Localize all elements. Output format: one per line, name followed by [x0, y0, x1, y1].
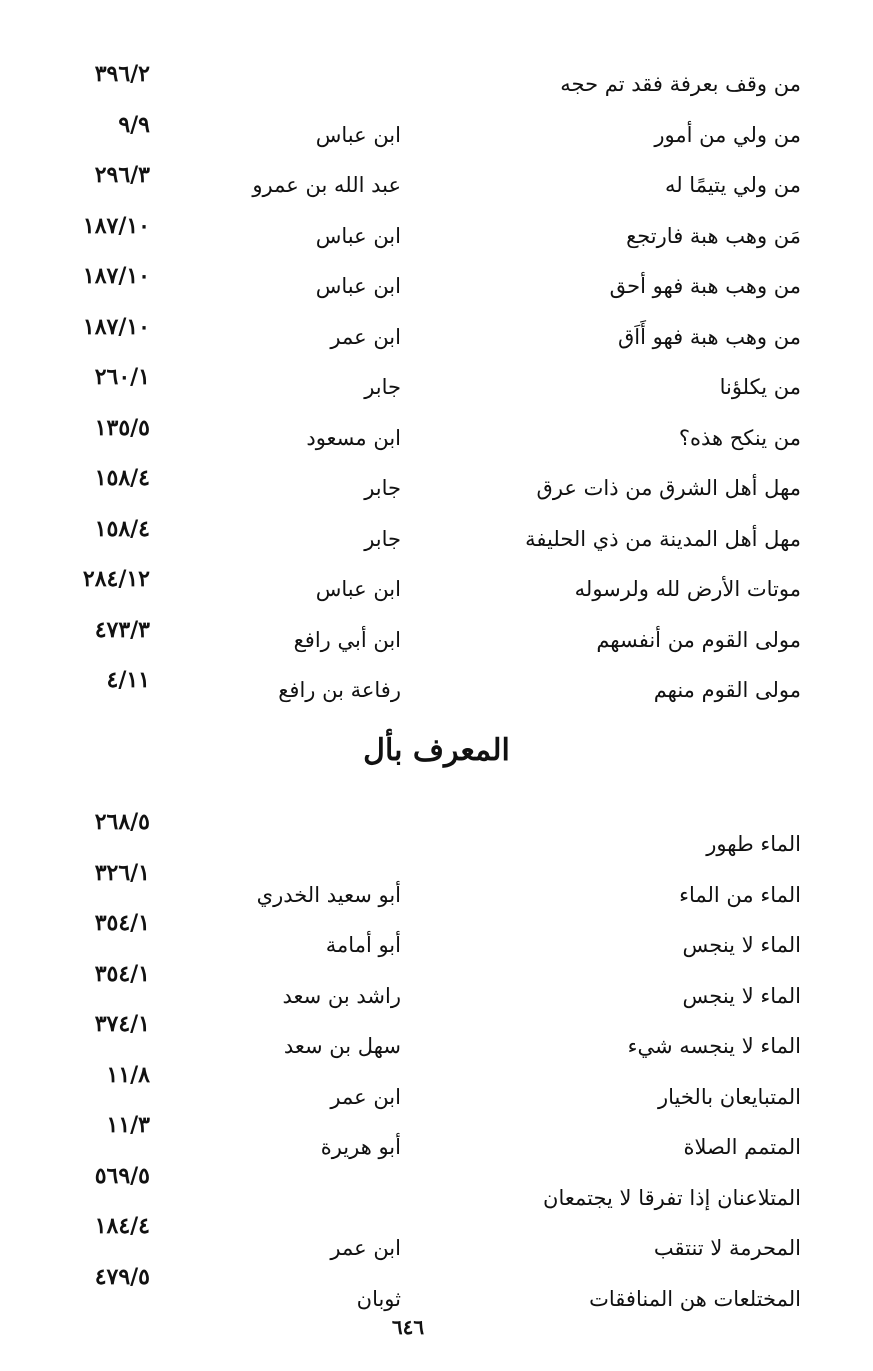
narrator-name: ابن عباس — [315, 274, 401, 298]
volume-page-ref: ١٥٨/٤ — [94, 515, 150, 542]
section-heading: المعرف بأل — [363, 733, 510, 768]
narrator-name: ابن عباس — [315, 223, 401, 248]
index-row — [0, 566, 873, 609]
hadith-text: المتمم الصلاة — [683, 1135, 801, 1159]
hadith-text: الماء من الماء — [679, 882, 801, 907]
index-row — [0, 616, 873, 660]
index-row — [0, 162, 873, 205]
narrator-name: جابر — [364, 375, 401, 399]
index-row — [0, 414, 873, 458]
hadith-text: المتبايعان بالخيار — [658, 1084, 801, 1109]
hadith-text: المختلعات هن المنافقات — [589, 1286, 801, 1311]
volume-page-ref: ٢٦٨/٥ — [94, 809, 150, 835]
hadith-text: المتلاعنان إذا تفرقا لا يجتمعان — [543, 1185, 801, 1210]
hadith-text: من ينكح هذه؟ — [678, 425, 801, 450]
narrator-name: ابن عمر — [330, 1084, 401, 1109]
narrator-name: ابن عباس — [315, 577, 401, 601]
hadith-text: من يكلؤنا — [719, 375, 801, 399]
narrator-name: عبد الله بن عمرو — [252, 173, 401, 197]
narrator-name: ابن عمر — [330, 324, 401, 349]
volume-page-ref: ٢٨٤/١٢ — [82, 566, 150, 592]
volume-page-ref: ١٨٧/١٠ — [82, 313, 150, 340]
hadith-text: مهل أهل الشرق من ذات عرق — [536, 476, 801, 500]
volume-page-ref: ١٨٧/١٠ — [82, 212, 150, 239]
index-row — [0, 667, 873, 710]
hadith-text: موتات الأرض لله ولرسوله — [574, 577, 801, 601]
narrator-name: ابن عباس — [315, 122, 401, 147]
index-row — [0, 465, 873, 508]
hadith-text: الماء طهور — [706, 832, 801, 856]
narrator-name: أبو هريرة — [320, 1135, 401, 1159]
page-number: ٦٤٦ — [391, 1315, 425, 1339]
narrator-name: أبو أمامة — [325, 933, 401, 957]
volume-page-ref: ٤٧٩/٥ — [94, 1263, 150, 1290]
hadith-text: من وهب هبة فهو أحق — [609, 274, 801, 298]
volume-page-ref: ٥٦٩/٥ — [94, 1162, 150, 1189]
narrator-name: ابن عمر — [330, 1236, 401, 1260]
narrator-name: جابر — [364, 476, 401, 500]
volume-page-ref: ١٣٥/٥ — [94, 414, 150, 441]
narrator-name: أبو سعيد الخدري — [256, 882, 401, 907]
hadith-text: من وقف بعرفة فقد تم حجه — [560, 72, 801, 96]
volume-page-ref: ٢٦٠/١ — [94, 364, 150, 390]
volume-page-ref: ٤٧٣/٣ — [94, 616, 150, 643]
index-row — [0, 212, 873, 256]
index-row — [0, 515, 873, 559]
volume-page-ref: ١١/٨ — [106, 1061, 150, 1088]
index-row — [0, 313, 873, 357]
narrator-name: ثوبان — [356, 1286, 401, 1311]
volume-page-ref: ١١/٣ — [106, 1112, 150, 1138]
hadith-text: من ولي من أمور — [654, 122, 801, 147]
volume-page-ref: ٣٧٤/١ — [94, 1011, 150, 1037]
index-row — [0, 364, 873, 407]
volume-page-ref: ٩/٩ — [118, 111, 150, 138]
narrator-name: ابن أبي رافع — [293, 627, 401, 652]
narrator-name: سهل بن سعد — [283, 1034, 401, 1058]
volume-page-ref: ١٨٤/٤ — [94, 1213, 150, 1239]
hadith-text: الماء لا ينجس — [682, 983, 801, 1008]
narrator-name: جابر — [364, 526, 401, 551]
hadith-text: مَن وهب هبة فارتجع — [626, 223, 801, 248]
narrator-name: رفاعة بن رافع — [278, 678, 401, 702]
index-row — [0, 263, 873, 306]
volume-page-ref: ١٥٨/٤ — [94, 465, 150, 491]
volume-page-ref: ٣٥٤/١ — [94, 960, 150, 987]
volume-page-ref: ٣٢٦/١ — [94, 859, 150, 886]
narrator-name: راشد بن سعد — [282, 983, 401, 1008]
hadith-text: مولى القوم من أنفسهم — [596, 627, 801, 652]
hadith-text: المحرمة لا تنتقب — [653, 1236, 801, 1260]
narrator-name: ابن مسعود — [306, 425, 401, 450]
hadith-text: مهل أهل المدينة من ذي الحليفة — [525, 526, 801, 551]
hadith-text: من وهب هبة فهو أَاَق — [618, 324, 801, 349]
index-row — [0, 111, 873, 155]
hadith-text: الماء لا ينجس — [682, 933, 801, 957]
index-row — [0, 61, 873, 104]
volume-page-ref: ٤/١١ — [106, 667, 150, 693]
hadith-text: الماء لا ينجسه شيء — [627, 1034, 801, 1058]
volume-page-ref: ١٨٧/١٠ — [82, 263, 150, 289]
hadith-text: مولى القوم منهم — [653, 678, 801, 702]
volume-page-ref: ٢٩٦/٣ — [94, 162, 150, 188]
volume-page-ref: ٣٥٤/١ — [94, 910, 150, 936]
hadith-text: من ولي يتيمًا له — [664, 173, 801, 197]
volume-page-ref: ٣٩٦/٢ — [94, 61, 150, 87]
